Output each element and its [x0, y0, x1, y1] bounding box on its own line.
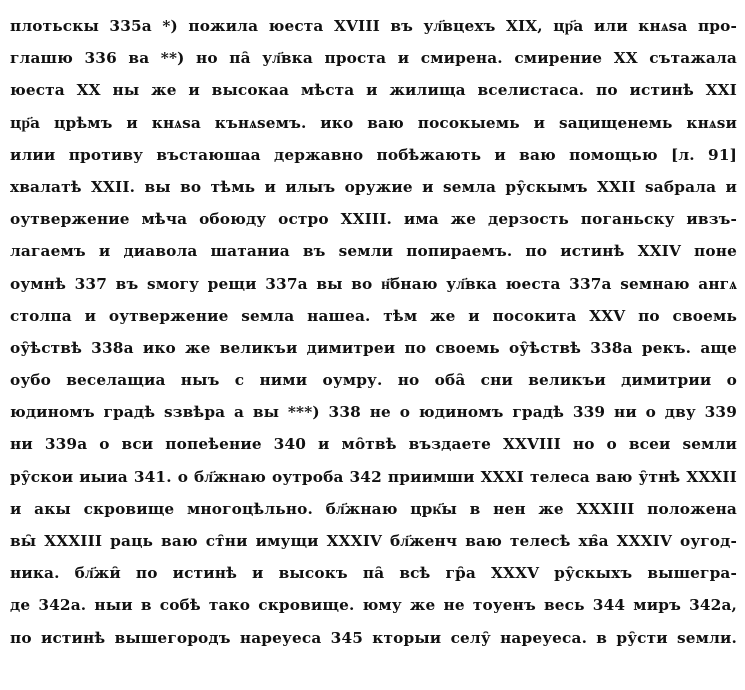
- text-line: оу̑ѣствѣ 338а ико же великъи димитреи по своемь оу̑ѣствѣ 338а рекъ. аще: [10, 338, 737, 357]
- text-line: илии противу въстаюшаа державно побѣжають и ваю помощью [л. 91]: [10, 145, 737, 164]
- text-line: де 342а. ныи в собѣ тако скровище. юму же не тоуенъ весь 344 миръ 342а,: [10, 596, 737, 615]
- text-line: и акы скровище многоцѣльно. бл҃жнаю црк҃ы в нен же XXXIII положена: [10, 499, 737, 518]
- text-line: оубо веселащиа ныъ с ними оумру. но оба̑ сни великъи димитрии о: [10, 371, 737, 390]
- document-text: [10, 10, 737, 654]
- text-line: ни 339а о вси попеѣение 340 и мо̑твѣ въздаете XXVIII но о всеи ѕемли: [10, 435, 737, 454]
- text-line: юеста XX ны же и высокаа мѣста и жилища вселистаса. по истинѣ XXI: [10, 81, 737, 100]
- text-line: оумнѣ 337 въ ѕмогу рещи 337а вы во н҃бнаю ул҃вка юеста 337а ѕемнаю ангѧ: [10, 274, 737, 293]
- text-line: столпа и оутвержение ѕемла нашеа. тѣм же и посокита XXV по своемь: [10, 306, 737, 325]
- text-line: плотьскы 335а *) пожила юеста XVIII въ ул҃вцехъ XIX, цр҃а или кнѧѕа про-: [10, 17, 737, 35]
- text-line: лагаемъ и диавола шатаниа въ ѕемли попираемъ. по истинѣ XXIV поне: [10, 242, 737, 261]
- text-line: оутвержение мѣча обоюду остро XXIII. има же дерзость поганьску ивзъ-: [10, 210, 737, 229]
- text-line: хвалатѣ XXII. вы во тѣмь и илыъ оружие и ѕемла ру̑скымъ XXII ѕабрала и: [10, 177, 737, 196]
- text-line: ру̑скои иыиа 341. о бл҃жнаю оутроба 342 приимши XXXI телеса ваю у̑тнѣ XXXII: [10, 467, 737, 486]
- text-line: по истинѣ вышегородъ нареуеса 345 кторыи селу̑ нареуеса. в ру̑сти ѕемли.: [10, 628, 737, 647]
- text-line: вы̑ XXXIII раць ваю ст̑ни имущи XXXIV бл҃женч ваю телесѣ хв̑а XXXIV оугод-: [10, 532, 737, 550]
- text-line: глашю 336 ва **) но па̑ ул҃вка проста и смирена. смирение XX сътажала: [10, 49, 737, 68]
- text-line: юдиномъ градѣ ѕзвѣра а вы ***) 338 не о юдиномъ градѣ 339 ни о дву 339: [10, 403, 737, 422]
- text-line: ника. бл҃жи̑ по истинѣ и высокъ па̑ всѣ гр̑а XXXV ру̑скыхъ вышегра-: [10, 564, 737, 583]
- text-line: цр҃а црѣмъ и кнѧѕа кънѧѕемъ. ико ваю посокыемь и ѕацищенемь кнѧѕи: [10, 113, 737, 132]
